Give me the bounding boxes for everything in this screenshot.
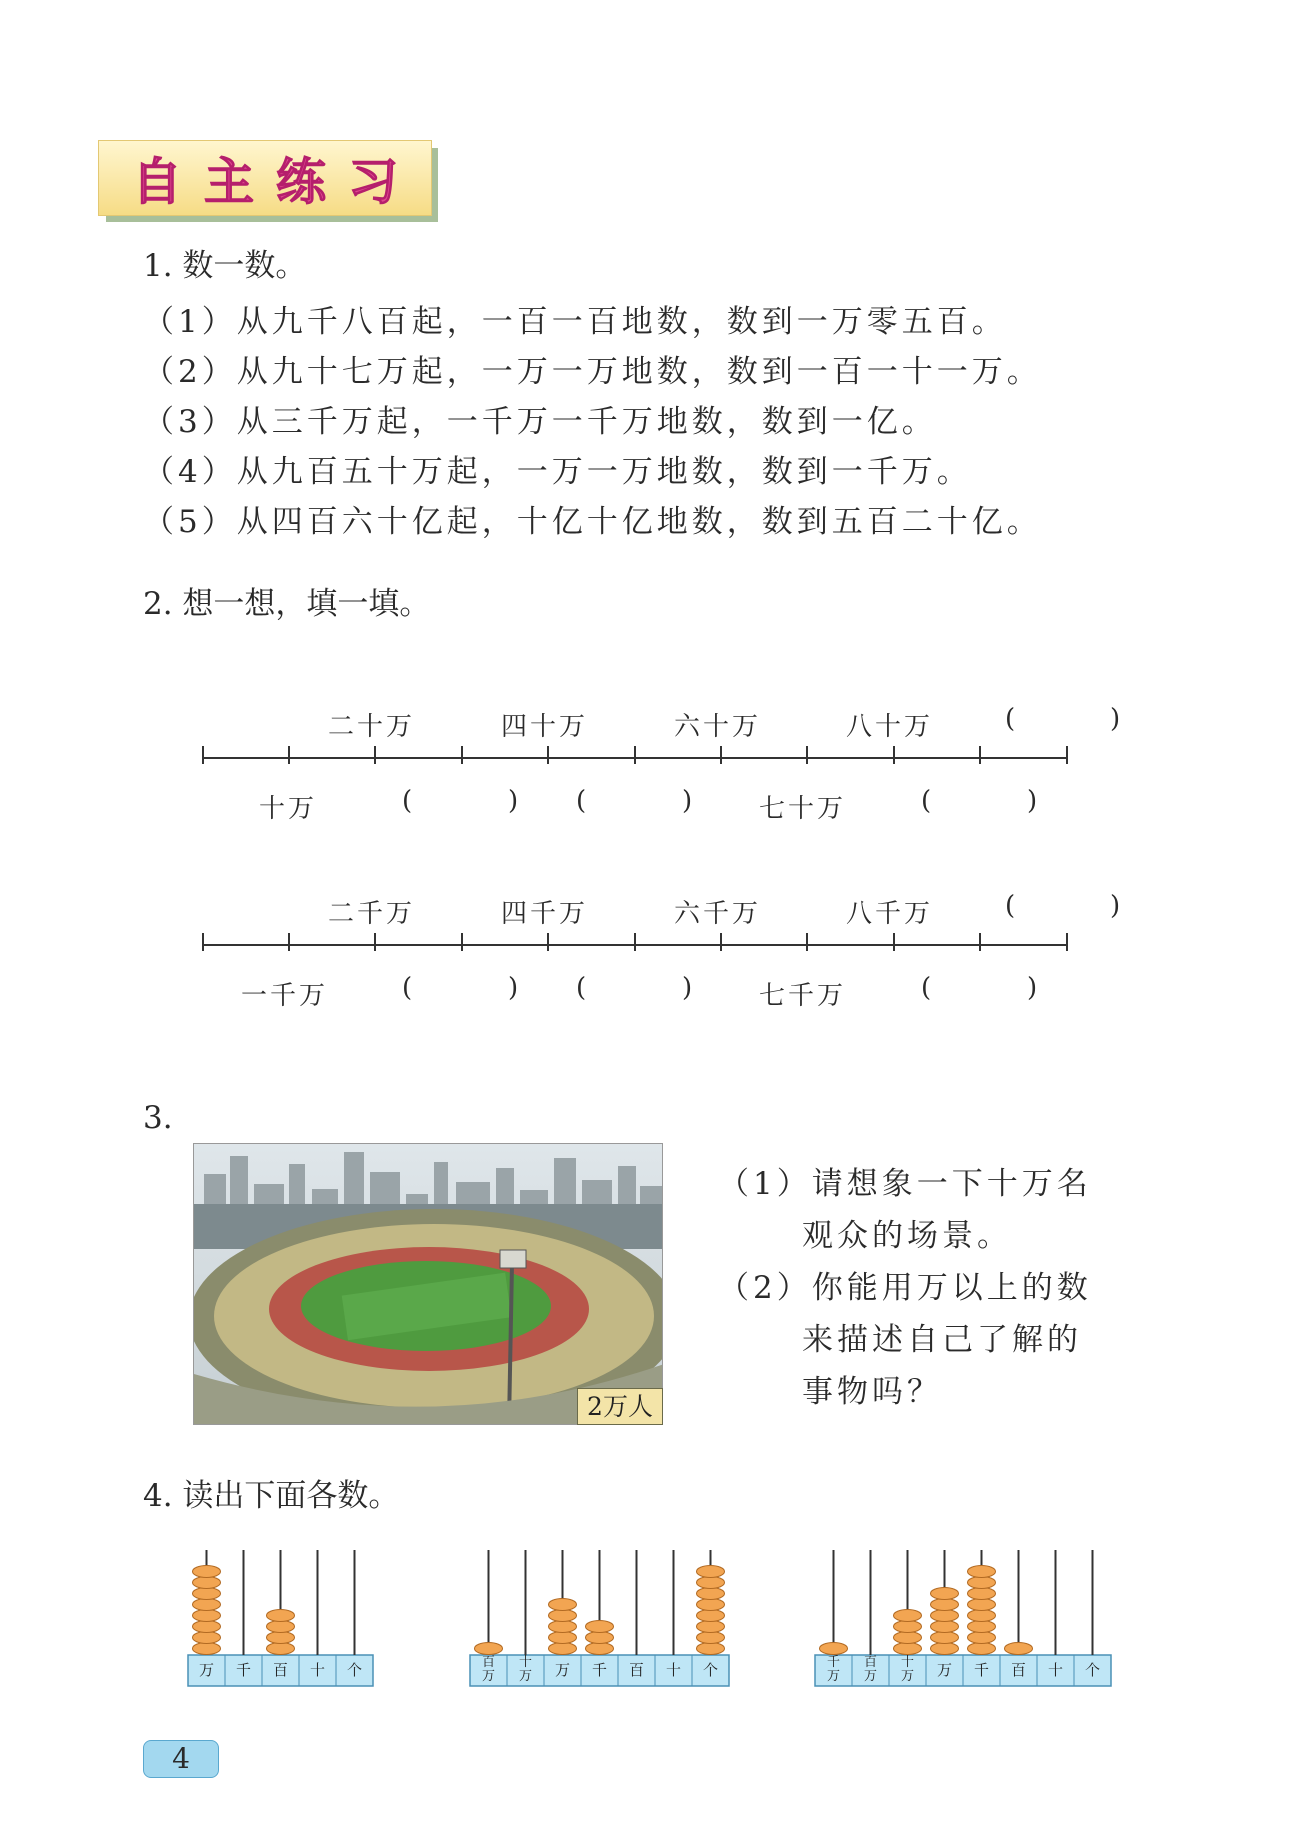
nl2-top-label: 八千万	[846, 899, 934, 929]
abacus-place-label: 百	[628, 1661, 644, 1679]
nl1-top-label: 八十万	[846, 712, 934, 742]
abacus-bead	[968, 1599, 996, 1611]
abacus-place-label: 万	[198, 1661, 214, 1679]
abacus-place-label: 千	[973, 1661, 989, 1679]
nl2-blank-open: (	[402, 973, 417, 1003]
abacus-bead	[193, 1610, 221, 1622]
abacus-place-label: 百	[272, 1661, 288, 1679]
abacus-place-label: 万	[936, 1661, 952, 1679]
abacus-bead	[894, 1643, 922, 1655]
abacus-bead	[968, 1632, 996, 1644]
nl2-blank-close: )	[508, 973, 523, 1003]
page-number: 4	[143, 1740, 219, 1778]
nl2-blank-close: )	[1110, 891, 1125, 921]
q1-item-5: （5）从四百六十亿起，十亿十亿地数，数到五百二十亿。	[143, 504, 1042, 540]
abacus-place-label: 万	[554, 1661, 570, 1679]
q3-line: 事物吗？	[802, 1374, 942, 1410]
nl2-blank-open: (	[1005, 891, 1020, 921]
nl2-blank-open: (	[576, 973, 591, 1003]
nl1-blank-open: (	[402, 786, 417, 816]
photo-caption: 2万人	[577, 1388, 663, 1425]
abacus-bead	[697, 1577, 725, 1589]
abacus-bead	[586, 1632, 614, 1644]
abacus-bead	[267, 1643, 295, 1655]
q1-item-4: （4）从九百五十万起，一万一万地数，数到一千万。	[143, 454, 972, 490]
nl1-blank-open: (	[1005, 704, 1020, 734]
abacus-bead	[193, 1632, 221, 1644]
nl1-top-label: 二十万	[328, 712, 416, 742]
abacus-bead	[549, 1643, 577, 1655]
q2-title: 2. 想一想，填一填。	[143, 586, 431, 622]
abacus-bead	[193, 1588, 221, 1600]
section-title: 自主练习	[132, 153, 420, 211]
abacus-bead	[820, 1643, 848, 1655]
nl2-blank-close: )	[1027, 973, 1042, 1003]
abacus-bead	[697, 1566, 725, 1578]
abacus-bead	[894, 1610, 922, 1622]
abacus-bead	[549, 1632, 577, 1644]
abacus-bead	[549, 1599, 577, 1611]
abacus-bead	[931, 1621, 959, 1633]
abacus-bead	[931, 1599, 959, 1611]
abacus-bead	[968, 1610, 996, 1622]
abacus-place-label: 个	[1084, 1661, 1100, 1679]
abacus-bead	[931, 1588, 959, 1600]
abacus-bead	[193, 1643, 221, 1655]
nl1-bottom-label: 十万	[259, 794, 318, 824]
abacus-bead	[968, 1577, 996, 1589]
abacus-place-label: 十 万	[518, 1655, 532, 1684]
q3-line: 来描述自己了解的	[802, 1322, 1082, 1358]
q4-title: 4. 读出下面各数。	[143, 1478, 400, 1514]
nl1-blank-close: )	[682, 786, 697, 816]
nl1-blank-open: (	[576, 786, 591, 816]
nl2-blank-open: (	[921, 973, 936, 1003]
q1-title: 1. 数一数。	[143, 248, 307, 284]
q1-item-1: （1）从九千八百起，一百一百地数，数到一万零五百。	[143, 304, 1007, 340]
abacus-place-label: 个	[702, 1661, 718, 1679]
abacus-bead	[697, 1599, 725, 1611]
abacus-place-label: 千	[235, 1661, 251, 1679]
abacus-bead	[931, 1632, 959, 1644]
q3-line: （1）请想象一下十万名	[718, 1166, 1092, 1202]
abacus-place-label: 十	[309, 1661, 325, 1679]
abacus-bead	[697, 1632, 725, 1644]
abacus-bead	[894, 1632, 922, 1644]
abacus-bead	[697, 1643, 725, 1655]
abacus-bead	[193, 1599, 221, 1611]
nl2-top-label: 六千万	[674, 899, 762, 929]
q3-number: 3.	[143, 1100, 173, 1136]
abacus-bead	[193, 1566, 221, 1578]
nl1-bottom-label: 七十万	[759, 794, 847, 824]
abacus-place-label: 千	[591, 1661, 607, 1679]
q3-line: （2）你能用万以上的数	[718, 1270, 1092, 1306]
abacus-bead	[267, 1610, 295, 1622]
nl1-blank-close: )	[1110, 704, 1125, 734]
nl2-bottom-label: 一千万	[241, 981, 329, 1011]
abacus-bead	[697, 1610, 725, 1622]
nl2-top-label: 二千万	[328, 899, 416, 929]
abacus-bead	[968, 1643, 996, 1655]
abacus-place-label: 十	[1047, 1661, 1063, 1679]
abacus-place-label: 百 万	[481, 1655, 495, 1684]
abacus-bead	[697, 1588, 725, 1600]
abacus-bead	[586, 1621, 614, 1633]
abacus-bead	[931, 1643, 959, 1655]
nl1-top-label: 六十万	[674, 712, 762, 742]
nl1-top-label: 四十万	[501, 712, 589, 742]
nl2-blank-close: )	[682, 973, 697, 1003]
abacus-bead	[193, 1577, 221, 1589]
abacus-bead	[968, 1588, 996, 1600]
abacus-bead	[894, 1621, 922, 1633]
abacus-place-label: 百	[1010, 1661, 1026, 1679]
abacus-place-label: 十 万	[900, 1655, 914, 1684]
nl2-bottom-label: 七千万	[759, 981, 847, 1011]
abacus-bead	[549, 1621, 577, 1633]
q3-line: 观众的场景。	[802, 1218, 1012, 1254]
abacus-bead	[267, 1621, 295, 1633]
abacus-bead	[267, 1632, 295, 1644]
nl1-blank-open: (	[921, 786, 936, 816]
abacus-place-label: 个	[346, 1661, 362, 1679]
q1-item-3: （3）从三千万起，一千万一千万地数，数到一亿。	[143, 404, 937, 440]
abacus-bead	[968, 1566, 996, 1578]
abacus-bead	[549, 1610, 577, 1622]
abacus-bead	[697, 1621, 725, 1633]
nl2-top-label: 四千万	[501, 899, 589, 929]
abacus-bead	[968, 1621, 996, 1633]
abacus-place-label: 百 万	[863, 1655, 877, 1684]
abacus-bead	[475, 1643, 503, 1655]
abacus-bead	[931, 1610, 959, 1622]
abacus-bead	[586, 1643, 614, 1655]
abacus-bead	[1005, 1643, 1033, 1655]
abacus-place-label: 千 万	[826, 1655, 840, 1684]
q1-item-2: （2）从九十七万起，一万一万地数，数到一百一十一万。	[143, 354, 1042, 390]
abacus-bead	[193, 1621, 221, 1633]
abacus-place-label: 十	[665, 1661, 681, 1679]
nl1-blank-close: )	[1027, 786, 1042, 816]
nl1-blank-close: )	[508, 786, 523, 816]
